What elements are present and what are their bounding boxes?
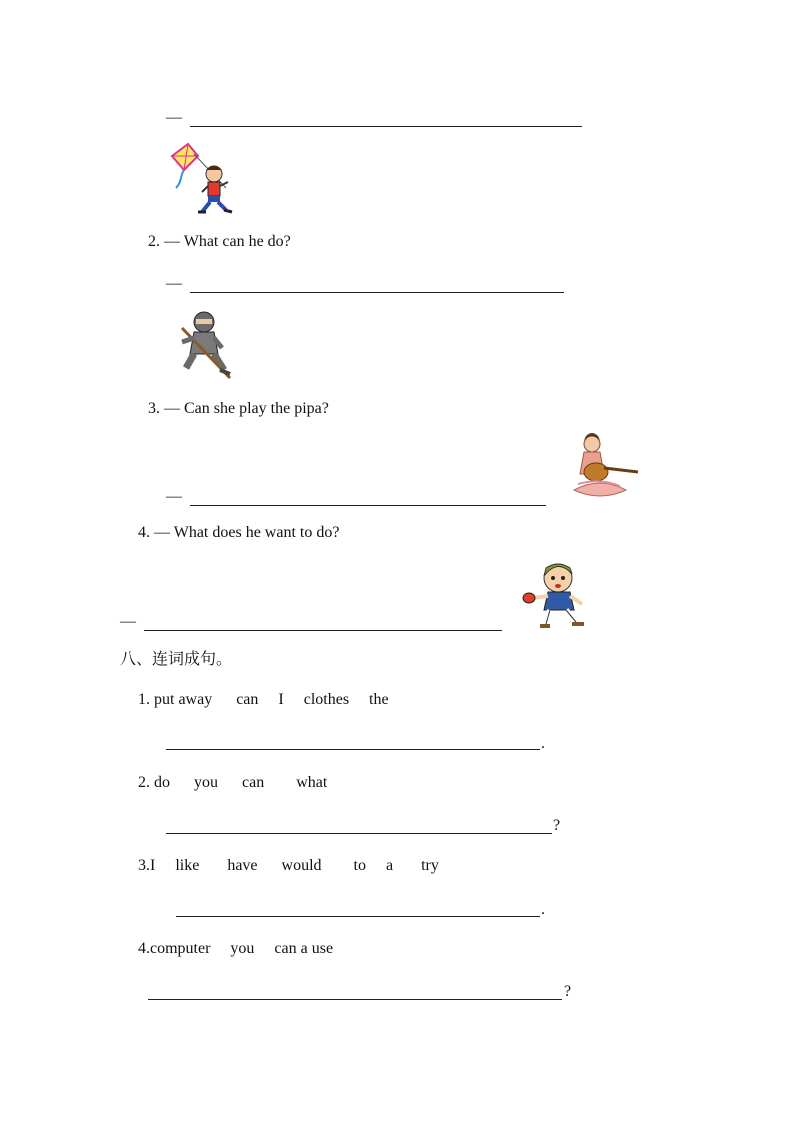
ninja-with-staff-icon — [172, 308, 236, 382]
answer-line-4[interactable] — [144, 630, 502, 631]
section-8-title: 八、连词成句。 — [120, 649, 233, 668]
woman-playing-pipa-icon — [570, 432, 642, 502]
answer-dash-3: — — [166, 488, 182, 505]
answer-dash-1: — — [166, 109, 182, 126]
scramble-1-punct: . — [541, 735, 545, 752]
answer-line-2[interactable] — [190, 292, 564, 293]
boy-flying-kite-icon — [168, 142, 240, 216]
answer-dash-4: — — [120, 613, 136, 630]
answer-line-1[interactable] — [190, 126, 582, 127]
question-3: 3. — Can she play the pipa? — [148, 400, 329, 417]
scramble-2-words: 2. do you can what — [138, 774, 328, 791]
scramble-4-words: 4.computer you can a use — [138, 940, 334, 957]
scramble-1-words: 1. put away can I clothes the — [138, 691, 389, 708]
answer-dash-2: — — [166, 275, 182, 292]
question-2: 2. — What can he do? — [148, 233, 291, 250]
answer-line-3[interactable] — [190, 505, 546, 506]
scramble-3-line[interactable] — [176, 916, 540, 917]
scramble-3-punct: . — [541, 901, 545, 918]
scramble-2-line[interactable] — [166, 833, 552, 834]
boy-playing-ping-pong-icon — [520, 558, 596, 630]
scramble-2-punct: ? — [553, 817, 561, 834]
scramble-3-words: 3.I like have would to a try — [138, 857, 439, 874]
scramble-4-punct: ? — [564, 983, 572, 1000]
scramble-4-line[interactable] — [148, 999, 562, 1000]
scramble-1-line[interactable] — [166, 749, 540, 750]
question-4: 4. — What does he want to do? — [138, 524, 340, 541]
